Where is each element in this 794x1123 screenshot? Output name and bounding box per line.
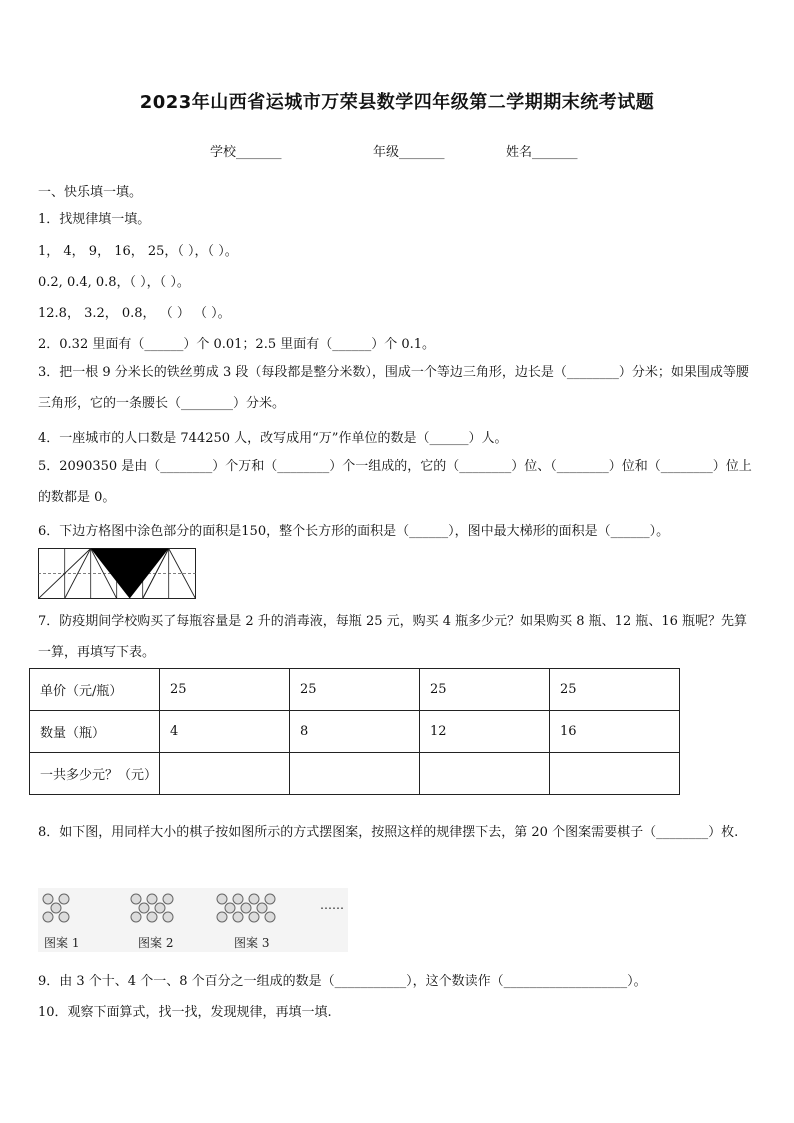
answer-cell[interactable] bbox=[550, 753, 680, 795]
question-2: 2．0.32 里面有（______）个 0.01；2.5 里面有（______）个 0.1。 bbox=[38, 337, 436, 352]
answer-cell[interactable] bbox=[160, 753, 290, 795]
table-row bbox=[30, 669, 680, 711]
table-cell: 25 bbox=[290, 669, 420, 711]
school-field-label: 学校_______ bbox=[210, 145, 282, 160]
chess-pattern-figure bbox=[38, 888, 348, 952]
table-cell: 25 bbox=[550, 669, 680, 711]
question-1-row-3: 12.8， 3.2， 0.8， （ ） （ ）。 bbox=[38, 306, 231, 321]
table-cell: 16 bbox=[550, 711, 680, 753]
table-cell: 25 bbox=[160, 669, 290, 711]
table-row bbox=[30, 753, 680, 795]
question-1-stem: 1．找规律填一填。 bbox=[38, 212, 151, 227]
answer-cell[interactable] bbox=[290, 753, 420, 795]
question-1-row-1: 1， 4， 9， 16， 25，（ ），（ ）。 bbox=[38, 244, 238, 259]
question-6: 6．下边方格图中涂色部分的面积是150，整个长方形的面积是（______），图中最大梯形的面积是（______）。 bbox=[38, 524, 670, 539]
question-7: 7．防疫期间学校购买了每瓶容量是 2 升的消毒液，每瓶 25 元，购买 4 瓶多少元？如果购买 8 瓶、12 瓶、16 瓶呢？先算一算，再填写下表。 bbox=[38, 614, 748, 660]
row-label: 一共多少元？（元） bbox=[30, 753, 160, 795]
table-row bbox=[30, 711, 680, 753]
question-9: 9．由 3 个十、4 个一、8 个百分之一组成的数是（___________），这个数读作（___________________）。 bbox=[38, 974, 647, 989]
row-label: 数量（瓶） bbox=[30, 711, 160, 753]
pattern-ellipsis: …… bbox=[320, 898, 344, 912]
price-table bbox=[29, 668, 680, 795]
table-cell: 12 bbox=[420, 711, 550, 753]
pattern-label-3: 图案 3 bbox=[234, 936, 270, 950]
question-1-row-2: 0.2, 0.4, 0.8，（ ），（ ）。 bbox=[38, 275, 190, 290]
table-cell: 4 bbox=[160, 711, 290, 753]
chess-pattern-dots bbox=[38, 888, 348, 934]
table-cell: 8 bbox=[290, 711, 420, 753]
answer-cell[interactable] bbox=[420, 753, 550, 795]
question-10: 10．观察下面算式，找一找，发现规律，再填一填. bbox=[38, 1005, 332, 1020]
section-heading: 一、快乐填一填。 bbox=[38, 185, 143, 200]
grade-field-label: 年级_______ bbox=[373, 145, 445, 160]
question-5: 5．2090350 是由（________）个万和（________）个一组成的，它的（________）位、（________）位和（________）位上的数都是 0。 bbox=[38, 459, 752, 505]
page-title: 2023年山西省运城市万荣县数学四年级第二学期期末统考试题 bbox=[139, 92, 655, 113]
grid-trapezoid-figure bbox=[38, 548, 196, 599]
row-label: 单价（元/瓶） bbox=[30, 669, 160, 711]
pattern-label-1: 图案 1 bbox=[44, 936, 80, 950]
pattern-label-2: 图案 2 bbox=[138, 936, 174, 950]
name-field-label: 姓名_______ bbox=[506, 145, 578, 160]
question-4: 4．一座城市的人口数是 744250 人，改写成用“万”作单位的数是（______）人。 bbox=[38, 431, 508, 446]
question-3: 3．把一根 9 分米长的铁丝剪成 3 段（每段都是整分米数），围成一个等边三角形，边长是（________）分米；如果围成等腰三角形，它的一条腰长（________）分米。 bbox=[38, 365, 749, 411]
table-cell: 25 bbox=[420, 669, 550, 711]
question-8: 8．如下图，用同样大小的棋子按如图所示的方式摆图案，按照这样的规律摆下去，第 20 个图案需要棋子（________）枚. bbox=[38, 825, 739, 840]
